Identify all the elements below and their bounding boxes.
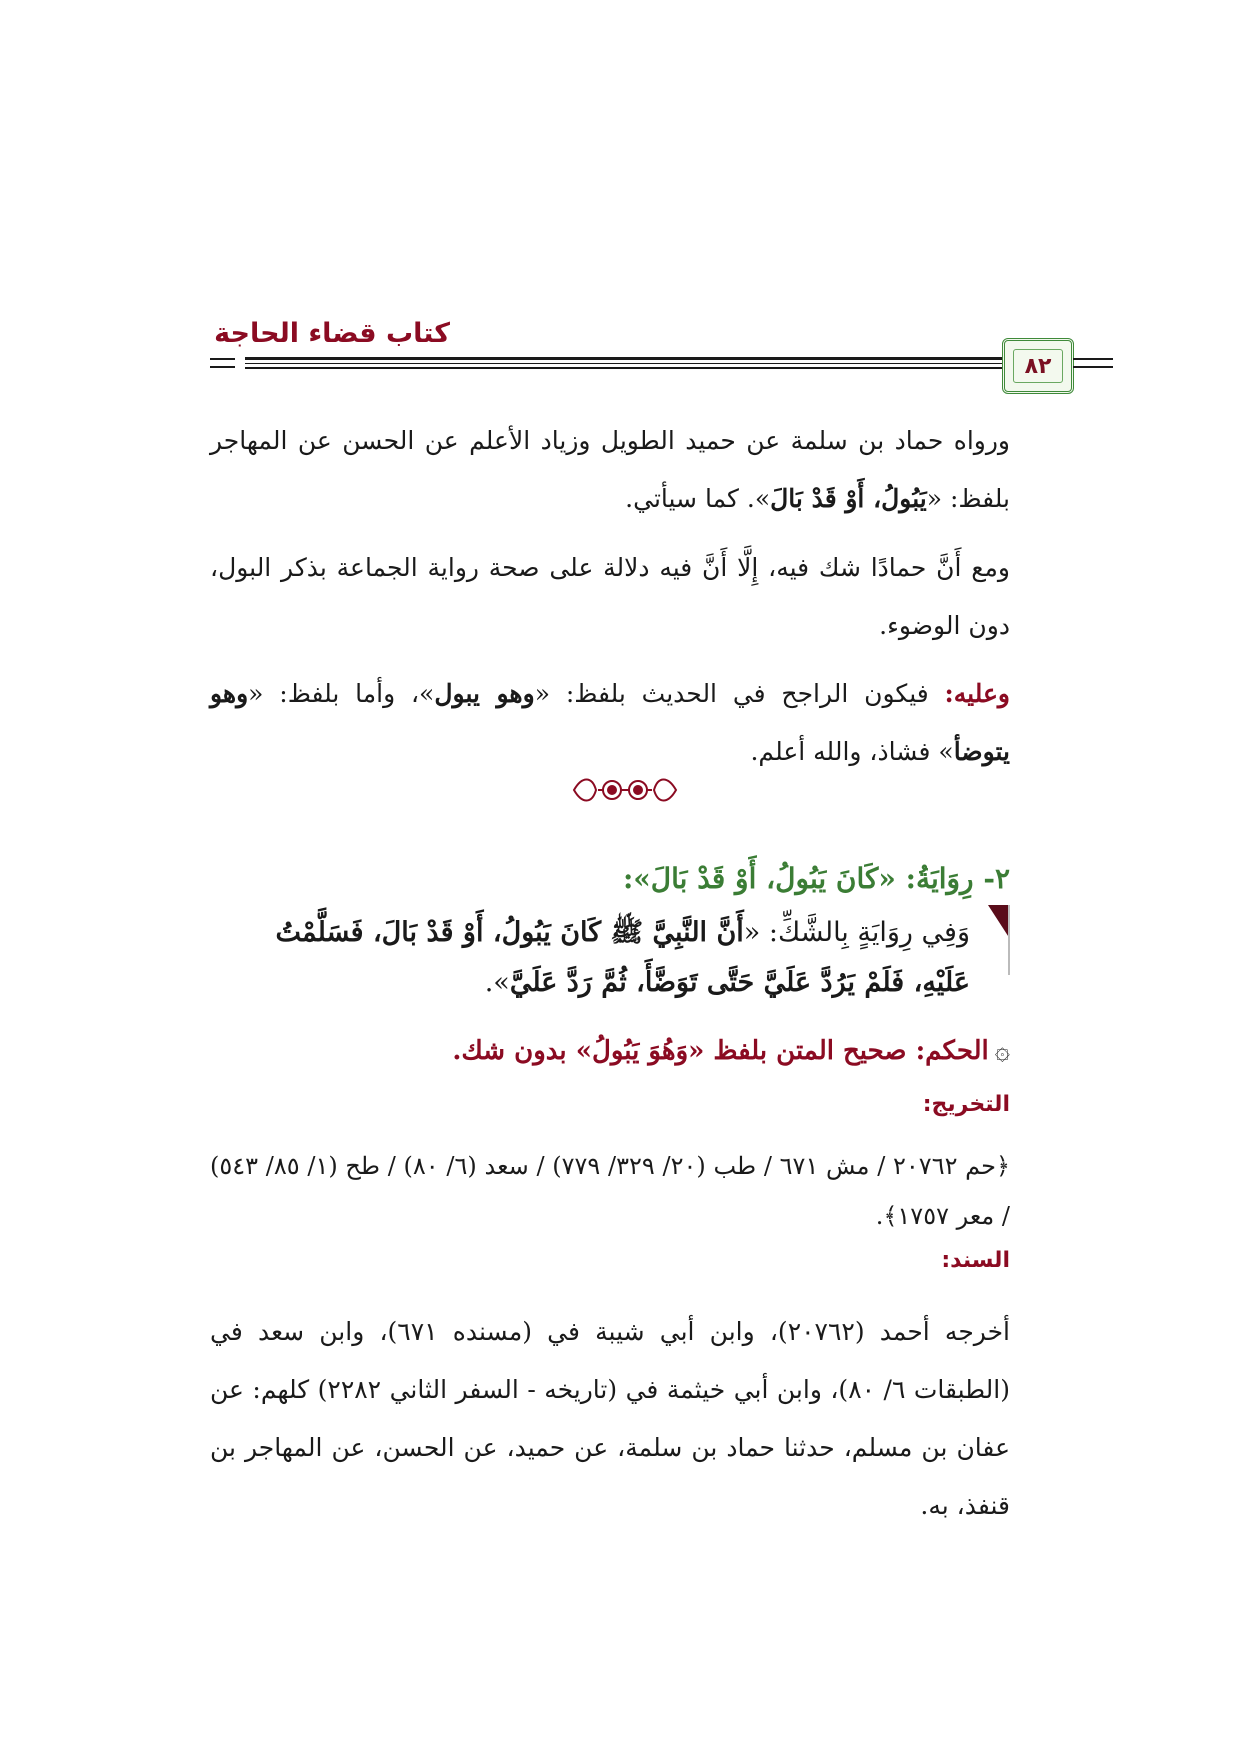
page-number: ٨٢ <box>1013 349 1063 383</box>
hadith-text <box>210 908 970 1008</box>
paragraph-text: فيكون الراجح في الحديث بلفظ: « <box>534 679 945 708</box>
flower-ornament-icon: ۞ <box>994 1036 1010 1066</box>
hadith-end: ». <box>484 967 510 998</box>
header-rule-right-2 <box>1073 366 1113 368</box>
takhrij-text: ﴿حم ٢٠٧٦٢ / مش ٦٧١ / طب (٢٠/ ٣٢٩/ ٧٧٩) / سعد (٦/ ٨٠) / طح (١/ ٨٥/ ٥٤٣) / معر ١٧٥٧﴾. <box>210 1152 1011 1230</box>
paragraph-1 <box>210 412 1010 528</box>
header-rule-thin <box>245 363 1003 364</box>
paragraph-text: »، وأما بلفظ: « <box>248 679 435 708</box>
paragraph-text: ورواه حماد بن سلمة عن حميد الطويل وزياد الأعلم عن الحسن عن المهاجر بلفظ: « <box>210 426 1010 513</box>
header-rule-right <box>1073 358 1113 360</box>
hadith-quote: أَنَّ النَّبِيَّ ﷺ كَانَ يَبُولُ، أَوْ قَدْ بَالَ، فَسَلَّمْتُ عَلَيْهِ، فَلَمْ يَرُدَّ عَلَيَّ حَتَّى تَوَضَّأَ، ثُمَّ رَدَّ عَلَيَّ <box>275 917 970 998</box>
ruling-text: صحيح المتن بلفظ «وَهُوَ يَبُولُ» بدون شك. <box>452 1036 916 1066</box>
ruling-line <box>210 1036 1010 1066</box>
section-heading: ٢- رِوَايَةُ: «كَانَ يَبُولُ، أَوْ قَدْ بَالَ»: <box>622 862 1010 895</box>
header-rule-thin-2 <box>245 367 1003 369</box>
section-divider-ornament <box>570 770 680 810</box>
header-rule-stub <box>210 358 235 360</box>
header-rule <box>245 357 1003 360</box>
quoted-text: وهو يتوضأ <box>210 679 1010 766</box>
book-title: كتاب قضاء الحاجة <box>214 318 450 349</box>
sanad-label: السند: <box>941 1248 1010 1273</box>
ruling-label: الحكم: <box>915 1036 989 1066</box>
paragraph-2: ومع أَنَّ حمادًا شك فيه، إِلَّا أَنَّ فيه دلالة على صحة رواية الجماعة بذكر البول، دون الوضوء. <box>210 553 1010 640</box>
corner-rule <box>1008 905 1010 975</box>
paragraph-label: وعليه: <box>944 679 1010 708</box>
paragraph-3 <box>210 665 1010 781</box>
paragraph-text: ». كما سيأتي. <box>625 484 771 513</box>
paragraph-text: » فشاذ، والله أعلم. <box>750 737 954 766</box>
sanad-text: أخرجه أحمد (٢٠٧٦٢)، وابن أبي شيبة في (مسنده ٦٧١)، وابن سعد في (الطبقات ٦/ ٨٠)، وابن أبي خيثمة في (تاريخه - السفر الثاني ٢٢٨٢) كلهم: عن عفان بن مسلم، حدثنا حماد بن سلمة، عن حميد، عن الحسن، عن المهاجر بن قنفذ، به. <box>210 1317 1011 1520</box>
corner-decoration <box>988 905 1010 939</box>
hadith-intro: وَفِي رِوَايَةٍ بِالشَّكِّ: « <box>743 917 970 948</box>
takhrij-label: التخريج: <box>922 1092 1010 1117</box>
quoted-text: وهو يبول <box>434 679 535 708</box>
quoted-text: يَبُولُ، أَوْ قَدْ بَالَ <box>770 484 927 513</box>
header-rule-stub-2 <box>210 366 235 368</box>
page-number-badge <box>1002 338 1074 394</box>
